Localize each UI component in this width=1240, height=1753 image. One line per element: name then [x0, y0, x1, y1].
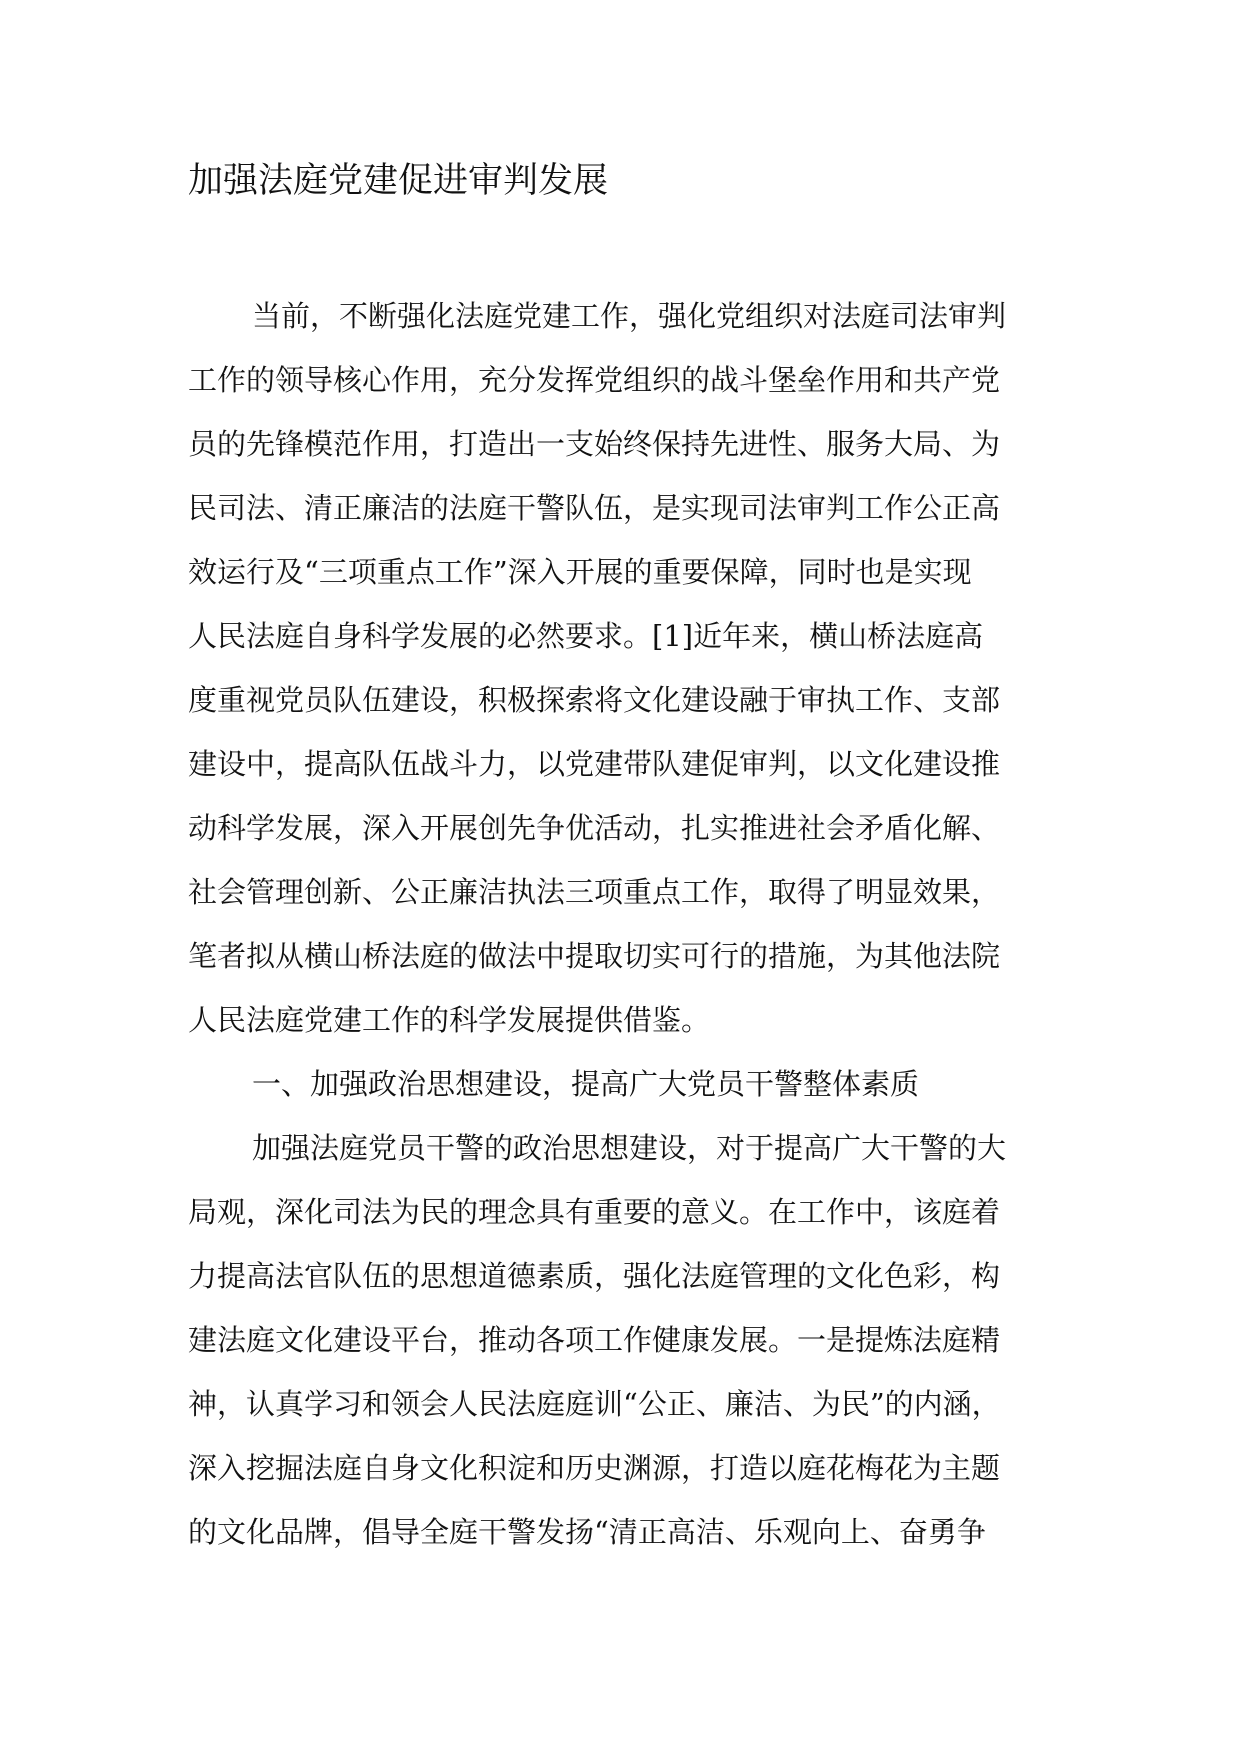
- paragraph-line: 当前，不断强化法庭党建工作，强化党组织对法庭司法审判: [252, 299, 1007, 333]
- paragraph-line: 笔者拟从横山桥法庭的做法中提取切实可行的措施，为其他法院: [188, 939, 1001, 973]
- paragraph-line: 力提高法官队伍的思想道德素质，强化法庭管理的文化色彩，构: [188, 1259, 1001, 1293]
- paragraph-line: 建法庭文化建设平台，推动各项工作健康发展。一是提炼法庭精: [188, 1323, 1001, 1357]
- paragraph-line: 工作的领导核心作用，充分发挥党组织的战斗堡垒作用和共产党: [188, 363, 1001, 397]
- paragraph-line: 人民法庭党建工作的科学发展提供借鉴。: [188, 1003, 711, 1037]
- paragraph-line: 深入挖掘法庭自身文化积淀和历史渊源，打造以庭花梅花为主题: [188, 1451, 1001, 1485]
- paragraph-line: 的文化品牌，倡导全庭干警发扬“清正高洁、乐观向上、奋勇争: [188, 1515, 986, 1549]
- section-heading: 一、加强政治思想建设，提高广大党员干警整体素质: [252, 1067, 920, 1101]
- paragraph-line: 效运行及“三项重点工作”深入开展的重要保障，同时也是实现: [188, 555, 972, 589]
- paragraph-line: 建设中，提高队伍战斗力，以党建带队建促审判，以文化建设推: [188, 747, 1001, 781]
- paragraph-line: 神，认真学习和领会人民法庭庭训“公正、廉洁、为民”的内涵，: [188, 1387, 1001, 1421]
- paragraph-line: 局观，深化司法为民的理念具有重要的意义。在工作中，该庭着: [188, 1195, 1001, 1229]
- paragraph-line: 社会管理创新、公正廉洁执法三项重点工作，取得了明显效果，: [188, 875, 1001, 909]
- paragraph-line: 度重视党员队伍建设，积极探索将文化建设融于审执工作、支部: [188, 683, 1001, 717]
- paragraph-line: 动科学发展，深入开展创先争优活动，扎实推进社会矛盾化解、: [188, 811, 1001, 845]
- paragraph-line: 员的先锋模范作用，打造出一支始终保持先进性、服务大局、为: [188, 427, 1001, 461]
- paragraph-line: 加强法庭党员干警的政治思想建设，对于提高广大干警的大: [252, 1131, 1007, 1165]
- document-title: 加强法庭党建促进审判发展: [188, 161, 609, 201]
- paragraph-line: 民司法、清正廉洁的法庭干警队伍，是实现司法审判工作公正高: [188, 491, 1001, 525]
- document-body: [188, 284, 1050, 1564]
- paragraph-line: 人民法庭自身科学发展的必然要求。[1]近年来，横山桥法庭高: [188, 619, 984, 653]
